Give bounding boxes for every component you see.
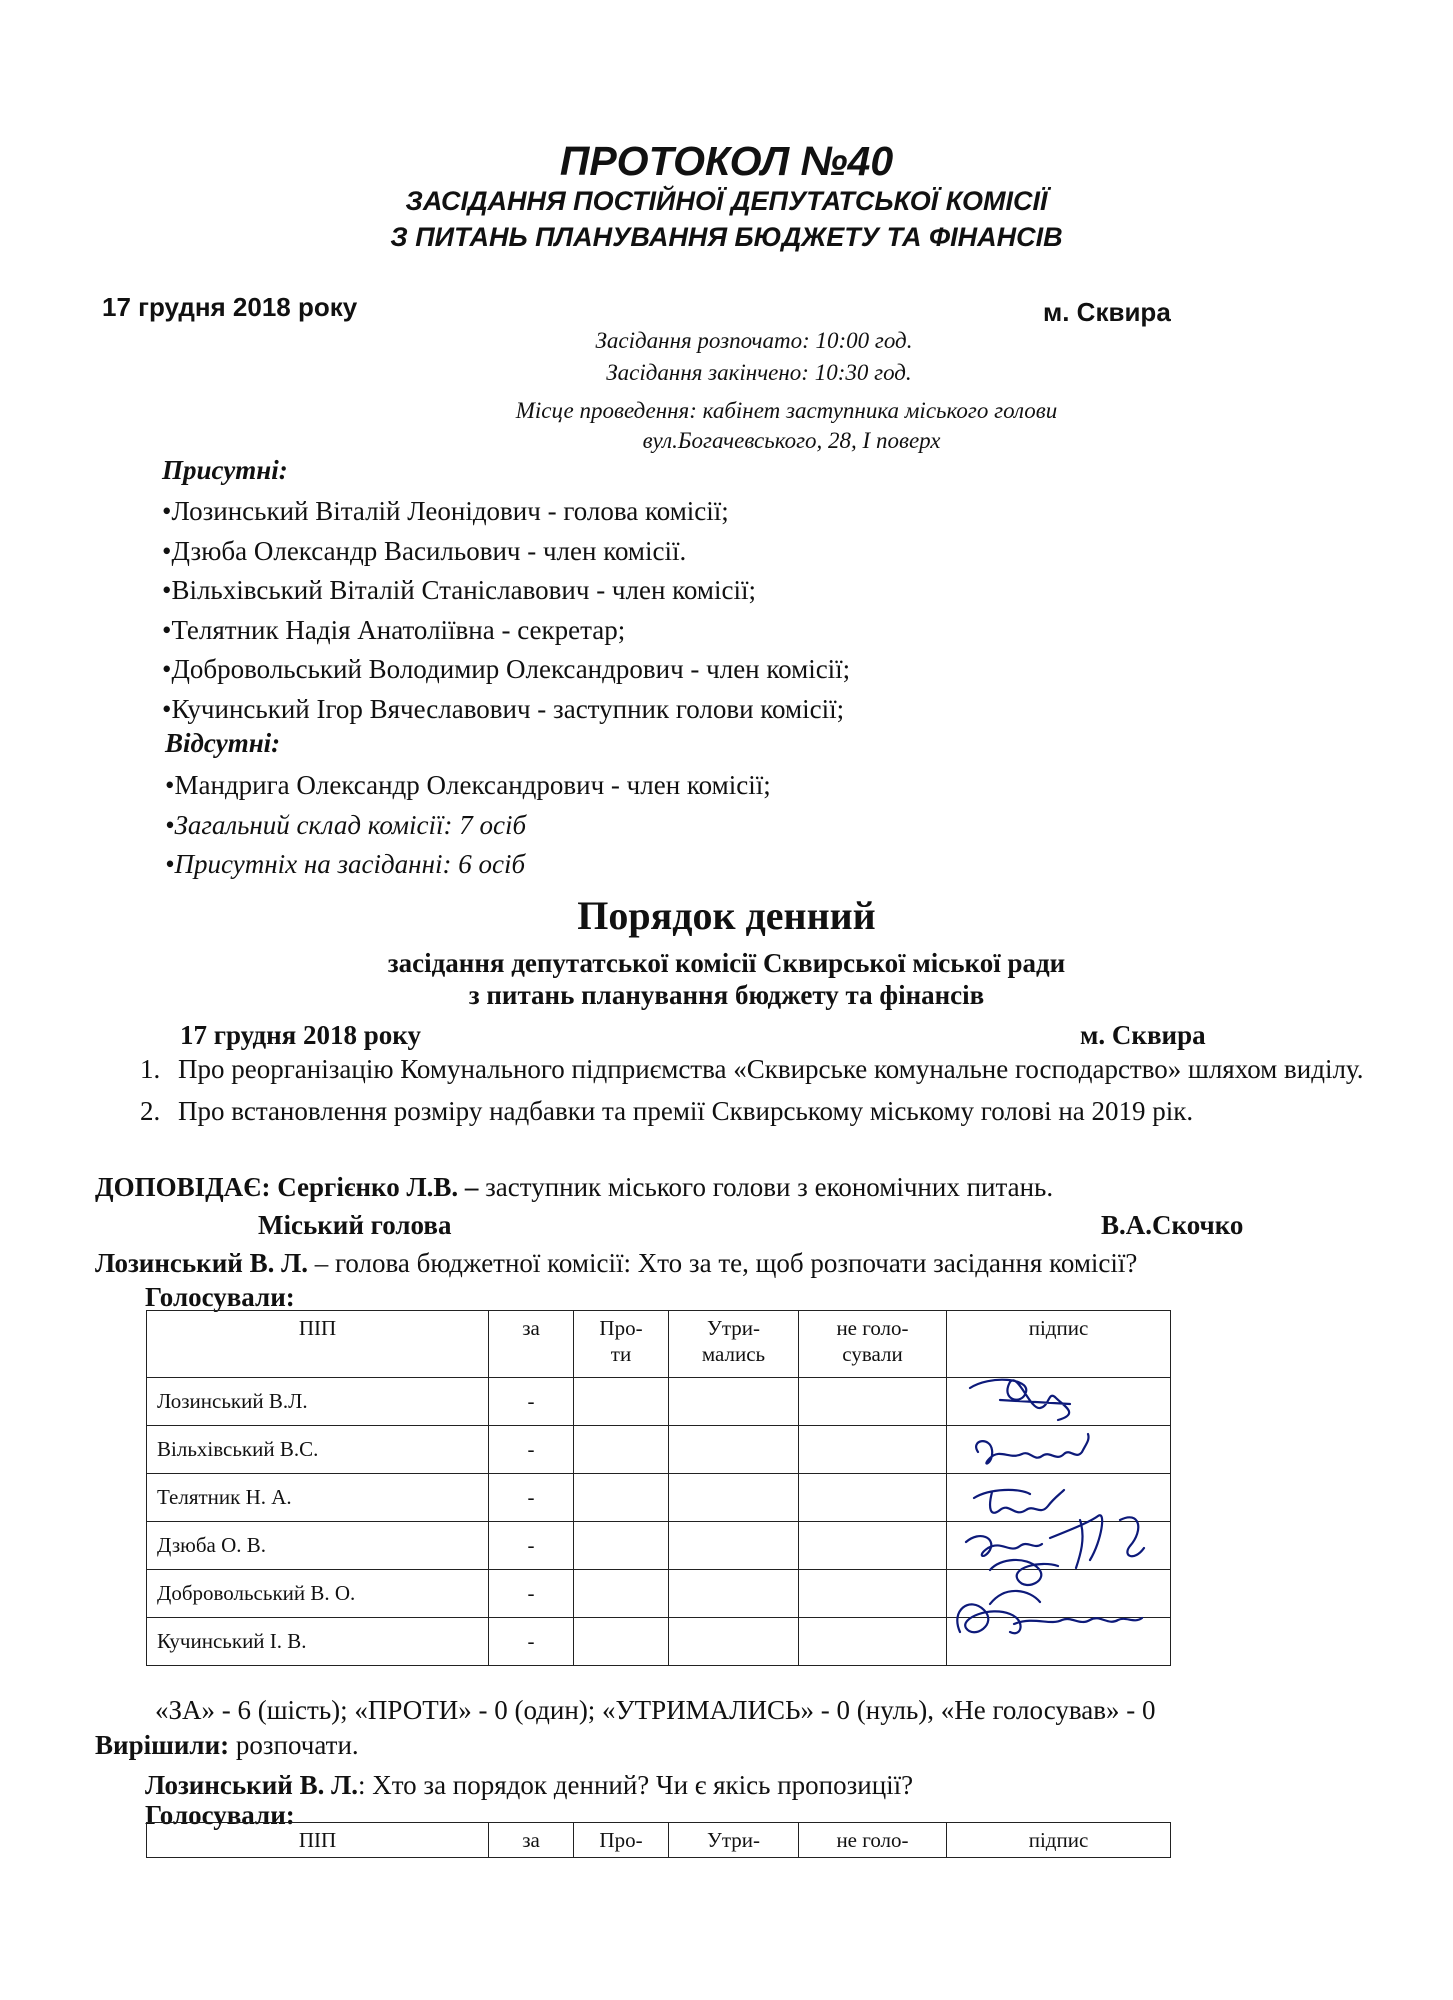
question-1-speaker: Лозинський В. Л. — [95, 1248, 308, 1278]
mayor-role: Міський голова — [258, 1210, 452, 1240]
agenda-item-number: 2. — [140, 1096, 161, 1126]
decision-text: розпочати. — [229, 1730, 359, 1760]
col-header-name: ПІП — [147, 1311, 489, 1378]
agenda-title: Порядок денний — [577, 893, 876, 938]
col-header-abstain: Утри- — [669, 1823, 799, 1858]
present-member: •Лозинський Віталій Леонідович - голова комісії; — [162, 496, 729, 526]
absent-member: •Мандрига Олександр Олександрович - член комісії; — [165, 770, 771, 800]
agenda-list — [140, 1052, 1400, 1136]
question-1-text: – голова бюджетної комісії: Хто за те, щоб розпочати засідання комісії? — [307, 1248, 1138, 1278]
present-member: •Дзюба Олександр Васильович - член комісії. — [162, 535, 687, 566]
absent-heading: Відсутні: — [165, 728, 281, 758]
col-header-not-voted: не голо- сували — [799, 1311, 947, 1378]
signature-3 — [974, 1490, 1064, 1513]
present-member: •Добровольський Володимир Олександрович - член комісії; — [162, 654, 851, 684]
agenda-item-number: 1. — [140, 1054, 161, 1084]
meeting-end-time: Засідання закінчено: 10:30 год. — [606, 360, 912, 385]
present-count: •Присутніх на засіданні: 6 осіб — [165, 849, 526, 879]
speaker-line — [95, 1172, 1053, 1203]
vote-table-2-header — [147, 1823, 1171, 1858]
agenda-item — [140, 1052, 1400, 1086]
member-name: Лозинський В.Л. — [147, 1378, 489, 1426]
meeting-start-time: Засідання розпочато: 10:00 год. — [595, 328, 913, 353]
question-2-speaker: Лозинський В. Л. — [145, 1770, 358, 1800]
meeting-place: Місце проведення: кабінет заступника міського голови — [515, 398, 1058, 423]
voted-heading-2: Голосували: — [145, 1800, 295, 1830]
col-header-for: за — [489, 1311, 574, 1378]
present-member: •Кучинський Ігор Вячеславович - заступник голови комісії; — [162, 693, 845, 724]
col-header-abstain: Утри- мались — [669, 1311, 799, 1378]
col-header-not-voted: не голо- — [799, 1823, 947, 1858]
vote-for: - — [489, 1522, 574, 1570]
member-name: Дзюба О. В. — [147, 1522, 489, 1570]
protocol-subtitle-line-2: З ПИТАНЬ ПЛАНУВАННЯ БЮДЖЕТУ ТА ФІНАНСІВ — [390, 222, 1063, 252]
present-member: •Вільхівський Віталій Станіславович - член комісії; — [162, 575, 756, 605]
vote-for: - — [489, 1474, 574, 1522]
signature-6 — [957, 1591, 1142, 1633]
protocol-date: 17 грудня 2018 року — [102, 292, 358, 322]
signature-5 — [990, 1517, 1144, 1585]
question-2-text: : Хто за порядок денний? Чи є якісь пропозиції? — [357, 1770, 914, 1800]
col-header-signature: підпис — [947, 1823, 1171, 1858]
signature-1 — [970, 1380, 1070, 1420]
decision — [95, 1730, 359, 1761]
total-members: •Загальний склад комісії: 7 осіб — [165, 809, 527, 840]
question-2 — [145, 1770, 913, 1801]
vote-result: «ЗА» - 6 (шість); «ПРОТИ» - 0 (один); «УТРИМАЛИСЬ» - 0 (нуль), «Не голосував» - 0 — [155, 1695, 1156, 1725]
col-header-for: за — [489, 1823, 574, 1858]
question-1 — [95, 1248, 1137, 1279]
vote-for: - — [489, 1426, 574, 1474]
vote-table-2 — [146, 1822, 1171, 1858]
speaker-text: заступник міського голови з економічних питань. — [478, 1172, 1054, 1202]
vote-for: - — [489, 1570, 574, 1618]
vote-for: - — [489, 1378, 574, 1426]
agenda-subtitle-line-1: засідання депутатської комісії Сквирської міської ради — [387, 948, 1066, 978]
col-header-signature: підпис — [947, 1311, 1171, 1378]
protocol-title: ПРОТОКОЛ №40 — [559, 138, 894, 184]
protocol-subtitle-line-1: ЗАСІДАННЯ ПОСТІЙНОЇ ДЕПУТАТСЬКОЇ КОМІСІЇ — [405, 186, 1048, 216]
meeting-street: вул.Богачевського, 28, І поверх — [642, 428, 941, 453]
protocol-city: м. Сквира — [1043, 297, 1171, 327]
decision-label: Вирішили: — [95, 1730, 230, 1760]
present-member: •Телятник Надія Анатоліївна - секретар; — [162, 614, 626, 645]
agenda-item-text: Про реорганізацію Комунального підприємства «Сквирське комунальне господарство» шляхом виділу. — [178, 1054, 1364, 1084]
agenda-city: м. Сквира — [1080, 1020, 1206, 1050]
agenda-item — [140, 1094, 1400, 1128]
voted-heading-1: Голосували: — [145, 1282, 295, 1312]
col-header-name: ПІП — [147, 1823, 489, 1858]
agenda-item-text: Про встановлення розміру надбавки та премії Сквирському міському голові на 2019 рік. — [178, 1096, 1194, 1126]
signature-4 — [966, 1515, 1102, 1568]
signature-2 — [976, 1434, 1088, 1464]
handwritten-signatures — [930, 1370, 1190, 1670]
col-header-against: Про- ти — [574, 1311, 669, 1378]
member-name: Добровольський В. О. — [147, 1570, 489, 1618]
col-header-against: Про- — [574, 1823, 669, 1858]
mayor-name: В.А.Скочко — [1101, 1210, 1244, 1240]
vote-table-header — [147, 1311, 1171, 1378]
vote-for: - — [489, 1618, 574, 1666]
member-name: Вільхівський В.С. — [147, 1426, 489, 1474]
present-heading: Присутні: — [162, 455, 288, 485]
absent-list — [165, 766, 771, 885]
agenda-date: 17 грудня 2018 року — [180, 1020, 421, 1050]
speaker-label: ДОПОВІДАЄ: Сергієнко Л.В. – — [95, 1172, 479, 1202]
member-name: Кучинський І. В. — [147, 1618, 489, 1666]
agenda-subtitle-line-2: з питань планування бюджету та фінансів — [468, 980, 985, 1010]
member-name: Телятник Н. А. — [147, 1474, 489, 1522]
present-list — [162, 492, 850, 729]
